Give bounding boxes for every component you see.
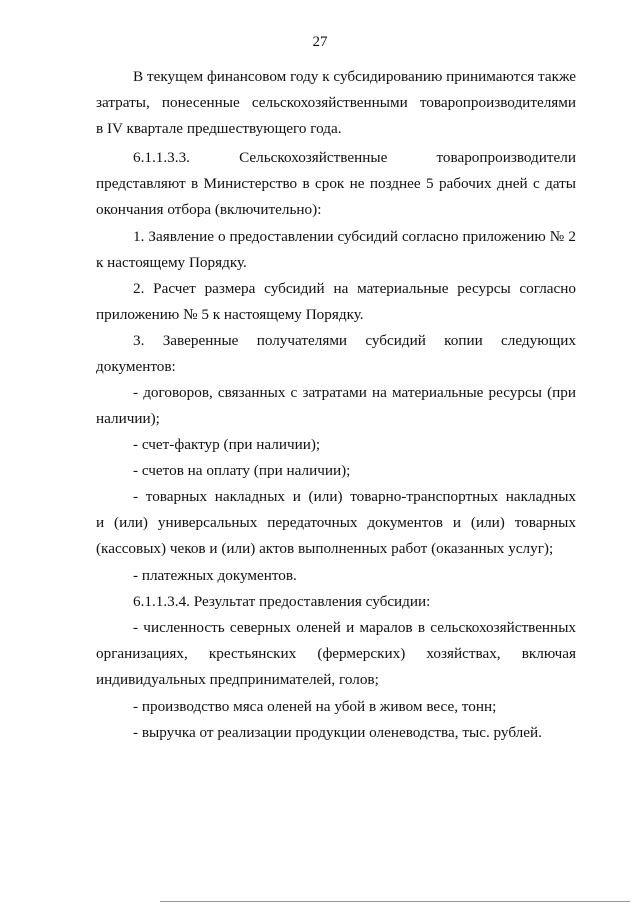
text-line-26: - выручка от реализации продукции оленеводства, тыс. рублей. [133,724,542,741]
text-line-9: 2. Расчет размера субсидий на материальные ресурсы согласно [133,280,576,297]
text-line-23: организациях, крестьянских (фермерских) хозяйствах, включая [96,645,576,662]
bottom-divider [160,901,630,902]
page-number: 27 [312,34,328,50]
text-line-7: 1. Заявление о предоставлении субсидий согласно приложению № 2 [133,228,576,245]
text-line-8: к настоящему Порядку. [96,254,247,271]
text-line-16: - счетов на оплату (при наличии); [133,462,351,479]
text-line-6: окончания отбора (включительно): [96,201,322,218]
text-line-3: в IV квартале предшествующего года. [96,120,342,137]
text-line-20: - платежных документов. [133,567,297,584]
text-line-22: - численность северных оленей и маралов в сельскохозяйственных [133,619,576,636]
text-line-10: приложению № 5 к настоящему Порядку. [96,306,364,323]
text-line-17: - товарных накладных и (или) товарно-транспортных накладных [133,488,576,505]
text-line-25: - производство мяса оленей на убой в живом весе, тонн; [133,698,497,715]
text-line-19: (кассовых) чеков и (или) актов выполненных работ (оказанных услуг); [96,540,554,557]
text-line-4: 6.1.1.3.3. Сельскохозяйственные товаропроизводители [133,149,576,166]
text-line-5: представляют в Министерство в срок не позднее 5 рабочих дней с даты [96,175,576,192]
text-line-18: и (или) универсальных передаточных документов и (или) товарных [96,514,576,531]
text-line-15: - счет-фактур (при наличии); [133,436,321,453]
text-line-24: индивидуальных предпринимателей, голов; [96,671,379,688]
text-line-14: наличии); [96,410,160,427]
text-line-11: 3. Заверенные получателями субсидий копии следующих [133,332,576,349]
text-line-2: затраты, понесенные сельскохозяйственными товаропроизводителями [96,94,576,111]
text-line-21: 6.1.1.3.4. Результат предоставления субсидии: [133,593,431,610]
text-line-12: документов: [96,358,176,375]
text-line-1: В текущем финансовом году к субсидированию принимаются также [133,68,576,85]
text-line-13: - договоров, связанных с затратами на материальные ресурсы (при [133,384,576,401]
